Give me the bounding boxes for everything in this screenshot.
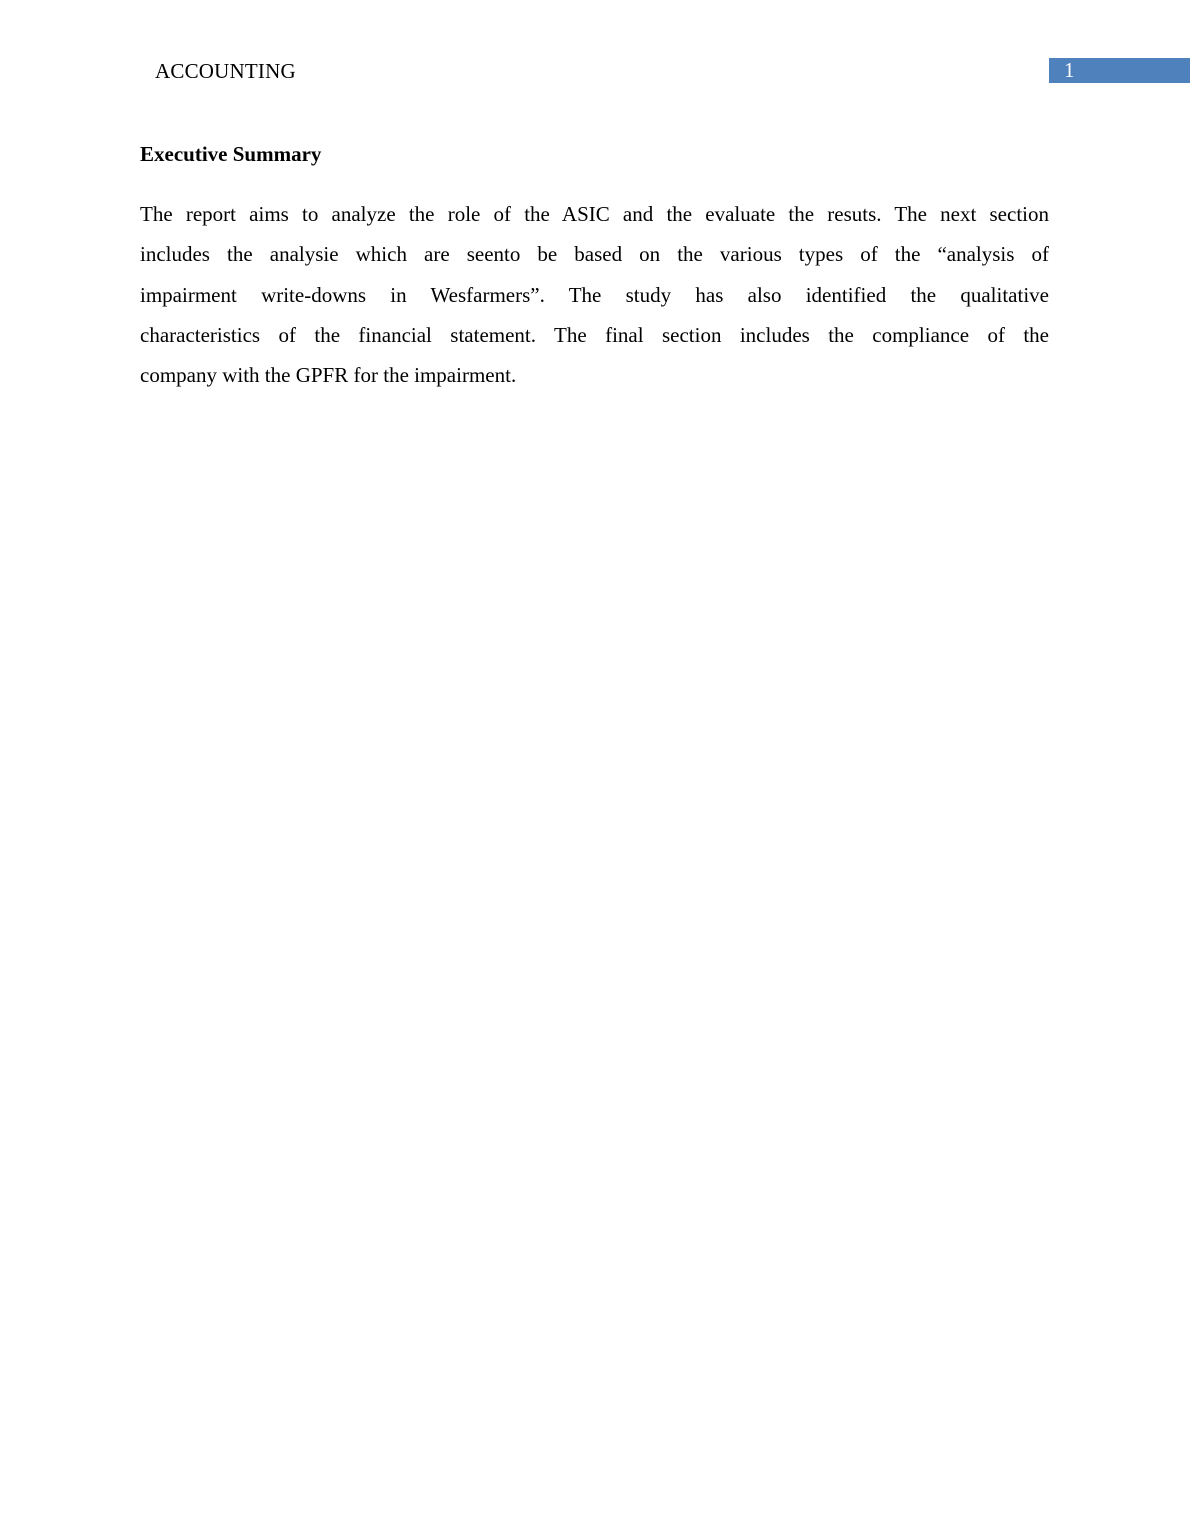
summary-paragraph — [140, 194, 1049, 395]
header-title: ACCOUNTING — [155, 59, 296, 83]
paragraph-line: includes the analysie which are seento be based on the various types of the “analysis of — [140, 242, 1049, 267]
paragraph-line: company with the GPFR for the impairment. — [140, 363, 517, 388]
page-number-badge — [1049, 58, 1190, 83]
paragraph-line: characteristics of the financial statement. The final section includes the compliance of the — [140, 322, 1049, 347]
paragraph-line: impairment write-downs in Wesfarmers”. The study has also identified the qualitative — [140, 282, 1049, 307]
section-heading: Executive Summary — [140, 142, 322, 166]
page-number: 1 — [1064, 58, 1075, 82]
paragraph-line: The report aims to analyze the role of the ASIC and the evaluate the resuts. The next section — [140, 202, 1049, 226]
